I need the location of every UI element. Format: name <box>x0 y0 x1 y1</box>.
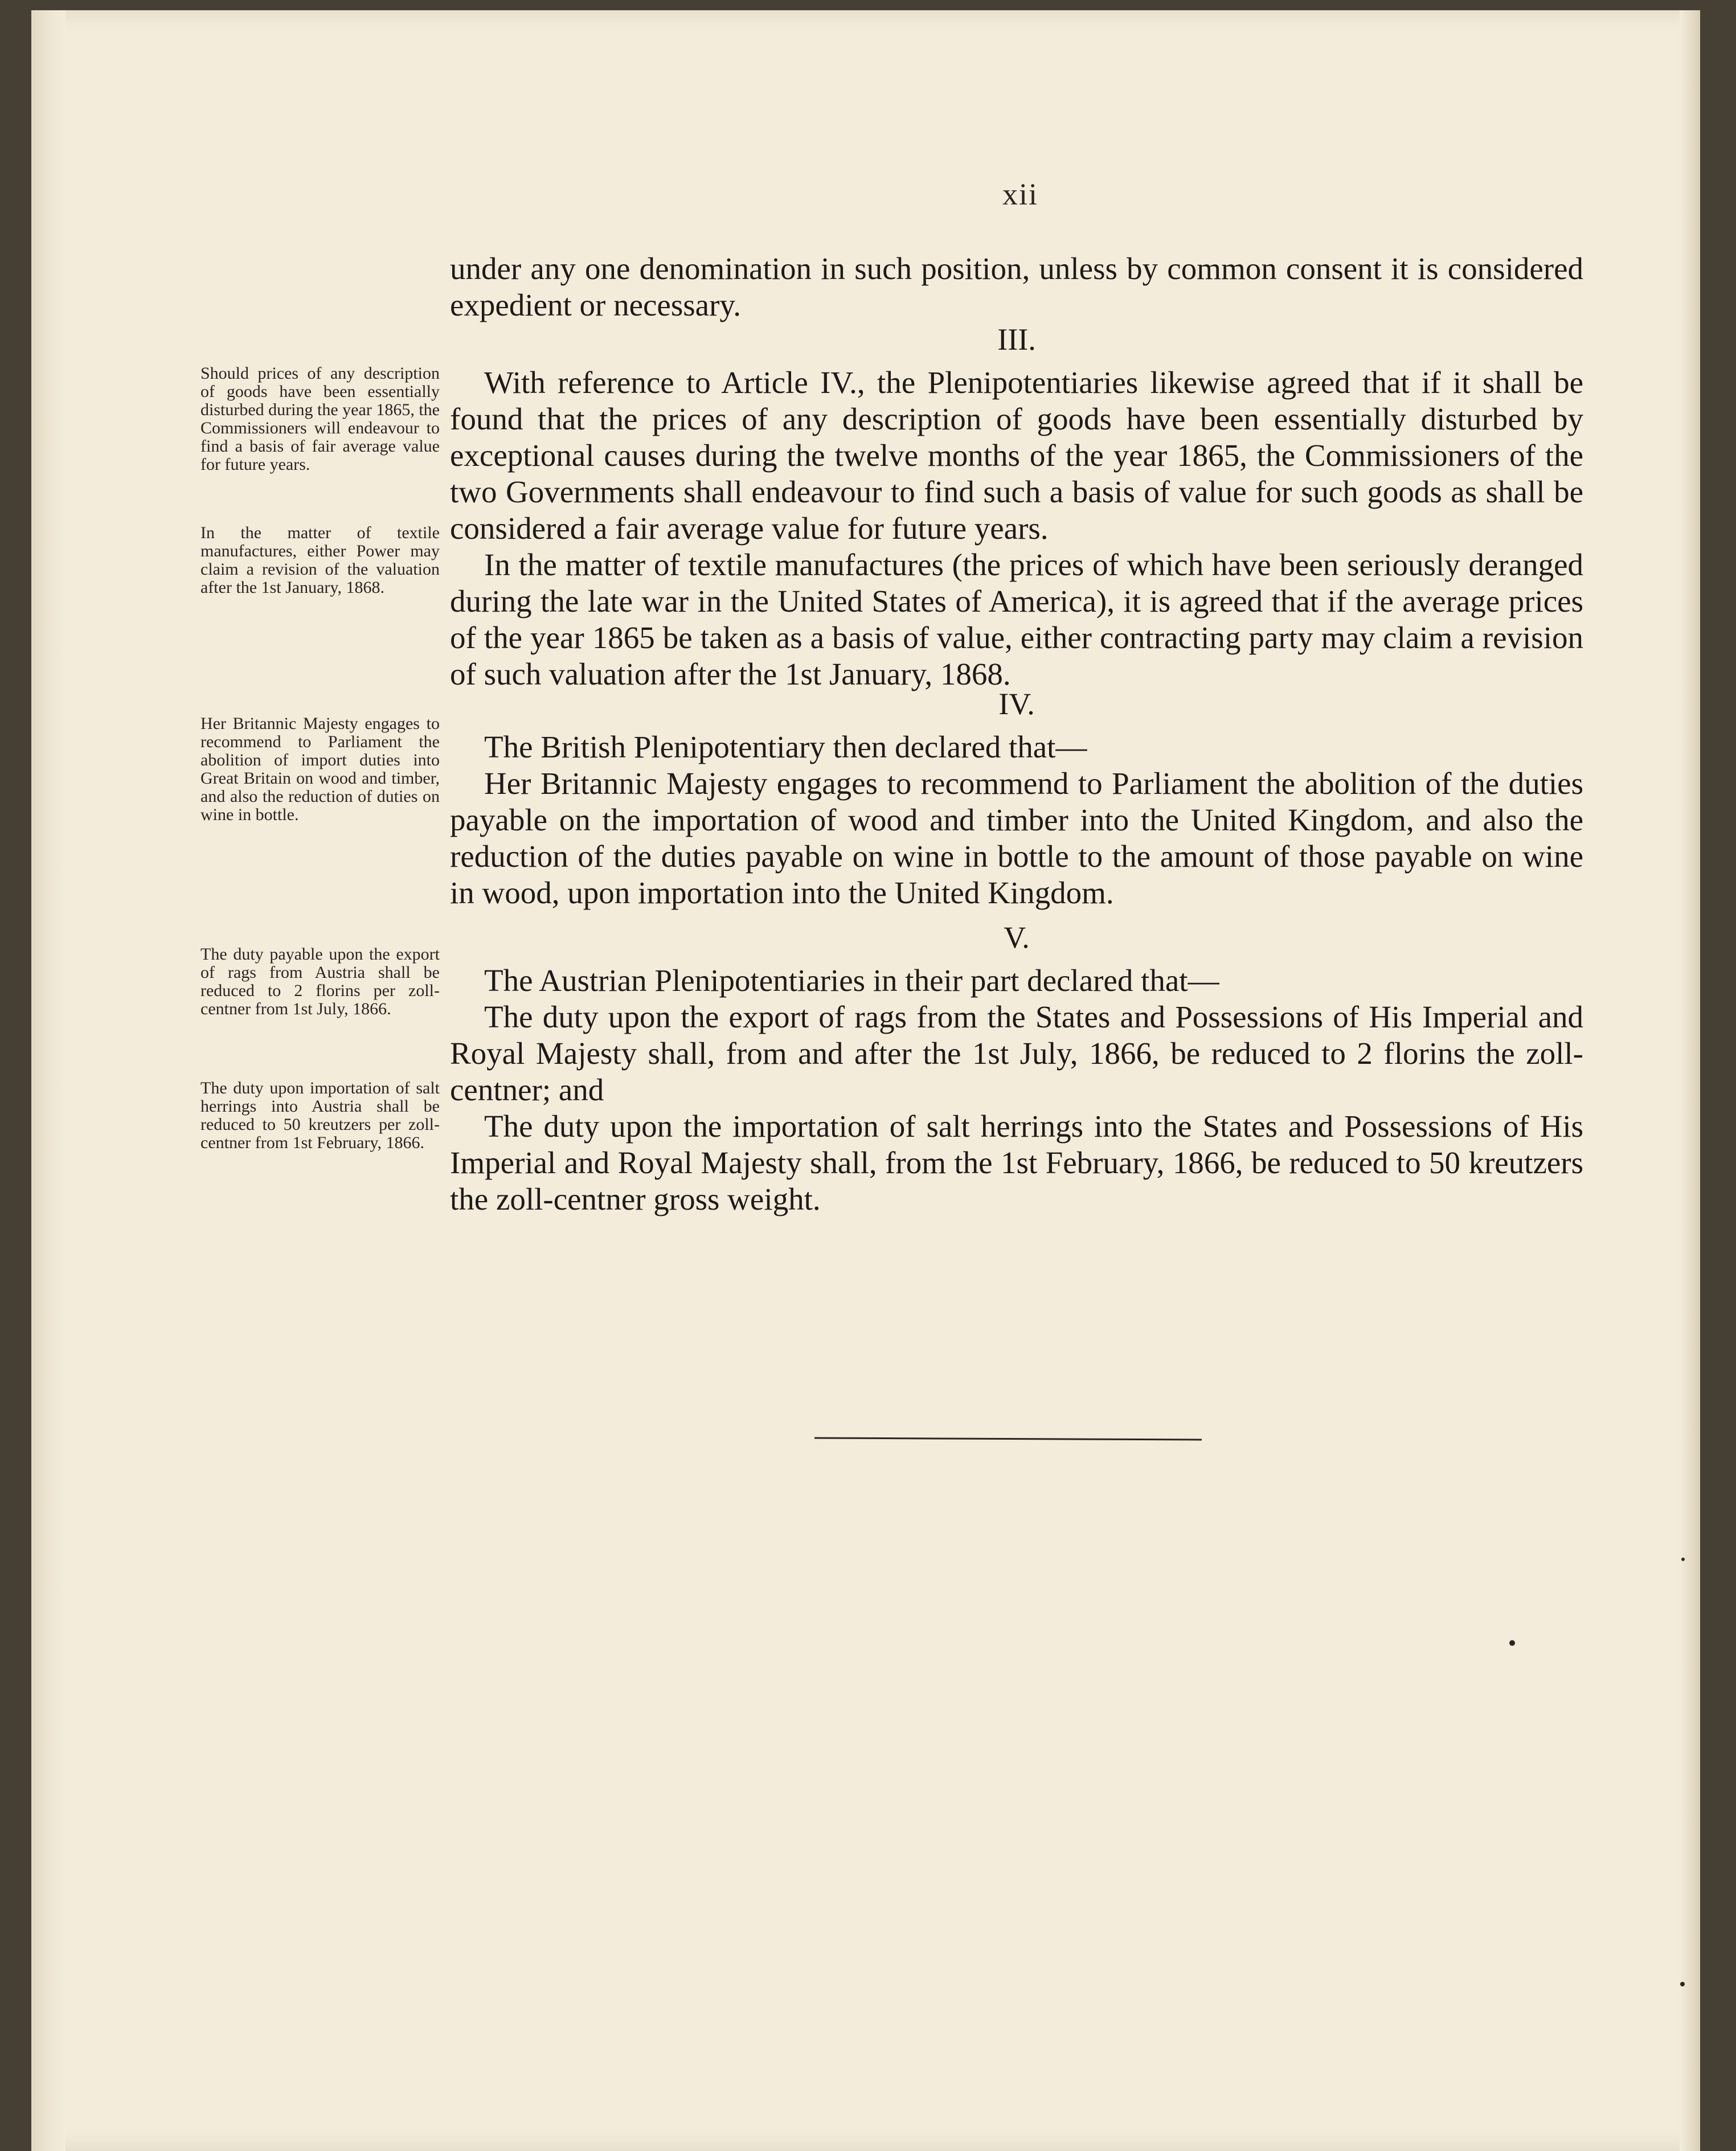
page-spine-shadow <box>31 10 65 2151</box>
margin-note-herrings: The duty upon importation of salt herrings into Austria shall be reduced to 50 kreutzers per zoll-centner from 1st February, 1866. <box>200 1079 440 1152</box>
ink-speck <box>1681 1558 1685 1561</box>
margin-note-prices: Should prices of any description of goods have been essentially disturbed during the year 1865, the Commissioners will endeavour to find a basis of fair average value for future years. <box>200 364 440 474</box>
margin-note-rags: The duty payable upon the export of rags from Austria shall be reduced to 2 florins per zoll-centner from 1st July, 1866. <box>200 945 440 1018</box>
section-iii-paragraph-1: With reference to Article IV., the Plenipotentiaries likewise agreed that if it shall be found that the prices of any description of goods have been essentially disturbed by exceptional causes during the twelve months of the year 1865, the Commissioners of the two Governments shall endeavour to find such a basis of value for such goods as shall be considered a fair average value for future years. <box>450 365 1583 546</box>
section-v-paragraph-3: The duty upon the importation of salt herrings into the States and Possessions of His Imperial and Royal Majesty shall, from the 1st February, 1866, be reduced to 50 kreutzers the zoll-centner gross weight. <box>450 1109 1583 1216</box>
ink-speck <box>1509 1640 1515 1646</box>
section-v-paragraph-1: The Austrian Plenipotentiaries in their part declared that— <box>484 963 1219 998</box>
section-heading-iv: IV. <box>998 687 1035 721</box>
section-v-paragraph-2: The duty upon the export of rags from the States and Possessions of His Imperial and Royal Majesty shall, from and after the 1st July, 1866, be reduced to 2 florins the zoll-centner; and <box>450 999 1583 1107</box>
section-iv-paragraph-2: Her Britannic Majesty engages to recommend to Parliament the abolition of the duties payable on the importation of wood and timber into the United Kingdom, and also the reduction of the duties payable on wine in bottle to the amount of those payable on wine in wood, upon importation into the United Kingdom. <box>450 766 1583 910</box>
section-heading-iii: III. <box>997 322 1036 357</box>
ink-speck <box>1680 1982 1685 1986</box>
margin-note-textile: In the matter of textile manufactures, either Power may claim a revision of the valuation after the 1st January, 1868. <box>200 523 440 597</box>
opening-paragraph <box>450 251 1583 323</box>
section-iii-body <box>450 364 1583 693</box>
margin-note-britannic: Her Britannic Majesty engages to recommend to Parliament the abolition of import duties into Great Britain on wood and timber, and also the reduction of duties on wine in bottle. <box>200 714 440 824</box>
opening-text: under any one denomination in such position, unless by common consent it is considered expedient or necessary. <box>450 251 1583 322</box>
section-iv-paragraph-1: The British Plenipotentiary then declared that— <box>484 730 1087 764</box>
section-v-body <box>450 962 1583 1218</box>
section-iii-paragraph-2: In the matter of textile manufactures (the prices of which have been seriously deranged during the late war in the United States of America), it is agreed that if the average prices of the year 1865 be taken as a basis of value, either contracting party may claim a revision of such valuation after the 1st January, 1868. <box>450 547 1583 691</box>
page-number: xii <box>1002 177 1039 211</box>
section-iv-body <box>450 729 1583 911</box>
section-heading-v: V. <box>1004 920 1030 954</box>
page-edge <box>1680 10 1700 2151</box>
